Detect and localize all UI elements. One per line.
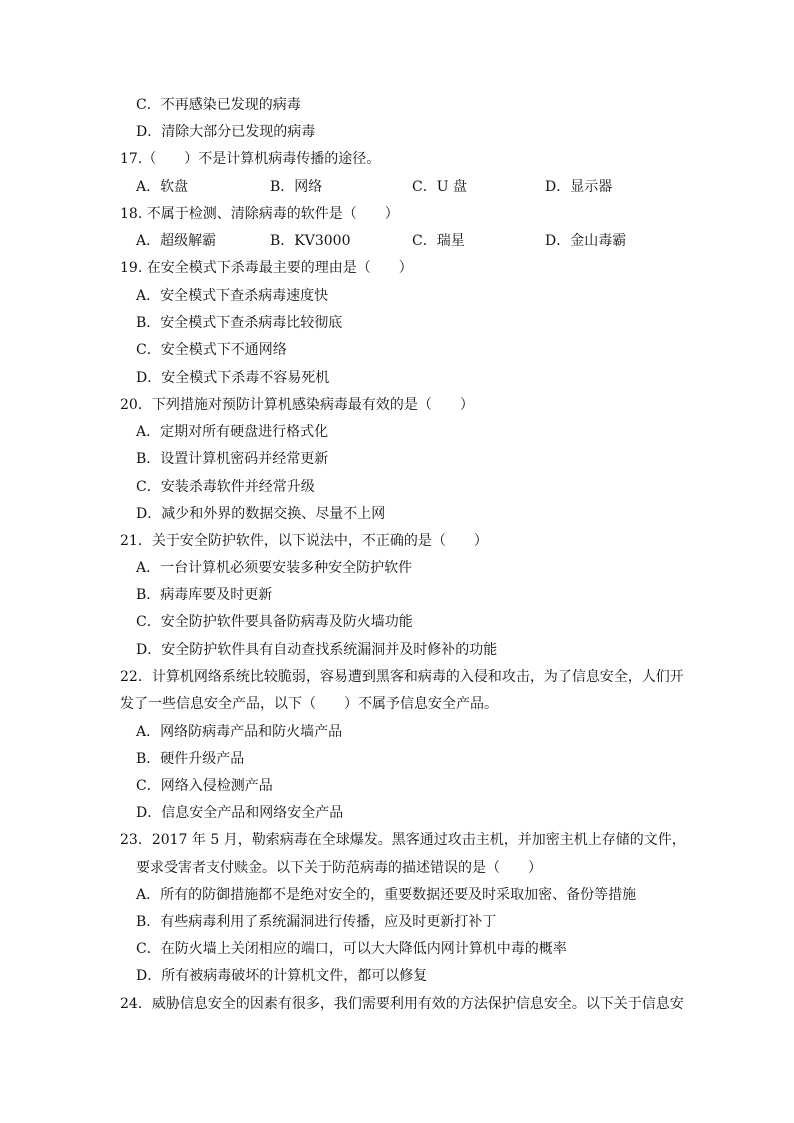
q22-option-a: A．网络防病毒产品和防火墙产品 bbox=[136, 724, 343, 740]
q21-option-a: A．一台计算机必须要安装多种安全防护软件 bbox=[136, 560, 413, 576]
question-17: 17.（ ）不是计算机病毒传播的途径。 bbox=[120, 151, 381, 167]
q21-option-d: D．安全防护软件具有自动查找系统漏洞并及时修补的功能 bbox=[136, 642, 498, 658]
q18-option-b: B．KV3000 bbox=[270, 233, 351, 249]
question-23-line-2: 要求受害者支付赎金。以下关于防范病毒的描述错误的是（ ） bbox=[136, 860, 542, 876]
q20-option-a: A．定期对所有硬盘进行格式化 bbox=[136, 424, 329, 440]
q19-option-c: C．安全模式下不通网络 bbox=[136, 342, 287, 358]
q20-option-b: B．设置计算机密码并经常更新 bbox=[136, 451, 329, 467]
question-22-line-2: 发了一些信息安全产品，以下（ ）不属予信息安全产品。 bbox=[120, 696, 498, 712]
q18-option-a: A．超级解霸 bbox=[136, 233, 217, 249]
q19-option-a: A．安全模式下查杀病毒速度快 bbox=[136, 288, 329, 304]
q18-options bbox=[136, 232, 696, 250]
question-19: 19. 在安全模式下杀毒最主要的理由是（ ） bbox=[120, 260, 413, 276]
q17-options bbox=[136, 178, 696, 196]
q17-option-d: D．显示器 bbox=[545, 179, 613, 195]
question-23-line-1: 23．2017 年 5 月，勒索病毒在全球爆发。黑客通过攻击主机，并加密主机上存储的文件， bbox=[120, 832, 686, 848]
q17-option-c: C．U 盘 bbox=[412, 179, 467, 195]
question-24-line-1: 24．威胁信息安全的因素有很多，我们需要利用有效的方法保护信息安全。以下关于信息安 bbox=[120, 996, 684, 1012]
question-20: 20．下列措施对预防计算机感染病毒最有效的是（ ） bbox=[120, 397, 474, 413]
q23-option-a: A．所有的防御措施都不是绝对安全的，重要数据还要及时采取加密、备份等措施 bbox=[136, 887, 637, 903]
q22-option-b: B．硬件升级产品 bbox=[136, 751, 245, 767]
q19-option-b: B．安全模式下查杀病毒比较彻底 bbox=[136, 315, 343, 331]
question-22-line-1: 22．计算机网络系统比较脆弱，容易遭到黑客和病毒的入侵和攻击，为了信息安全，人们开 bbox=[120, 669, 684, 685]
q18-option-d: D．金山毒霸 bbox=[545, 233, 627, 249]
q20-option-c: C．安装杀毒软件并经常升级 bbox=[136, 479, 315, 495]
q22-option-c: C．网络入侵检测产品 bbox=[136, 778, 273, 794]
q16-option-d: D．清除大部分已发现的病毒 bbox=[136, 124, 316, 140]
q21-option-c: C．安全防护软件要具备防病毒及防火墙功能 bbox=[136, 614, 413, 630]
q23-option-c: C．在防火墙上关闭相应的端口，可以大大降低内网计算机中毒的概率 bbox=[136, 941, 567, 957]
q22-option-d: D．信息安全产品和网络安全产品 bbox=[136, 805, 344, 821]
q20-option-d: D．减少和外界的数据交换、尽量不上网 bbox=[136, 506, 386, 522]
q23-option-b: B．有些病毒利用了系统漏洞进行传播，应及时更新打补丁 bbox=[136, 914, 497, 930]
q19-option-d: D．安全模式下杀毒不容易死机 bbox=[136, 370, 330, 386]
q17-option-a: A．软盘 bbox=[136, 179, 189, 195]
q16-option-c: C．不再感染已发现的病毒 bbox=[136, 97, 301, 113]
q23-option-d: D．所有被病毒破坏的计算机文件，都可以修复 bbox=[136, 968, 428, 984]
q21-option-b: B．病毒库要及时更新 bbox=[136, 587, 273, 603]
q18-option-c: C．瑞星 bbox=[412, 233, 465, 249]
q17-option-b: B．网络 bbox=[270, 179, 323, 195]
question-18: 18. 不属于检测、清除病毒的软件是（ ） bbox=[120, 206, 399, 222]
question-21: 21．关于安全防护软件，以下说法中，不正确的是（ ） bbox=[120, 533, 488, 549]
